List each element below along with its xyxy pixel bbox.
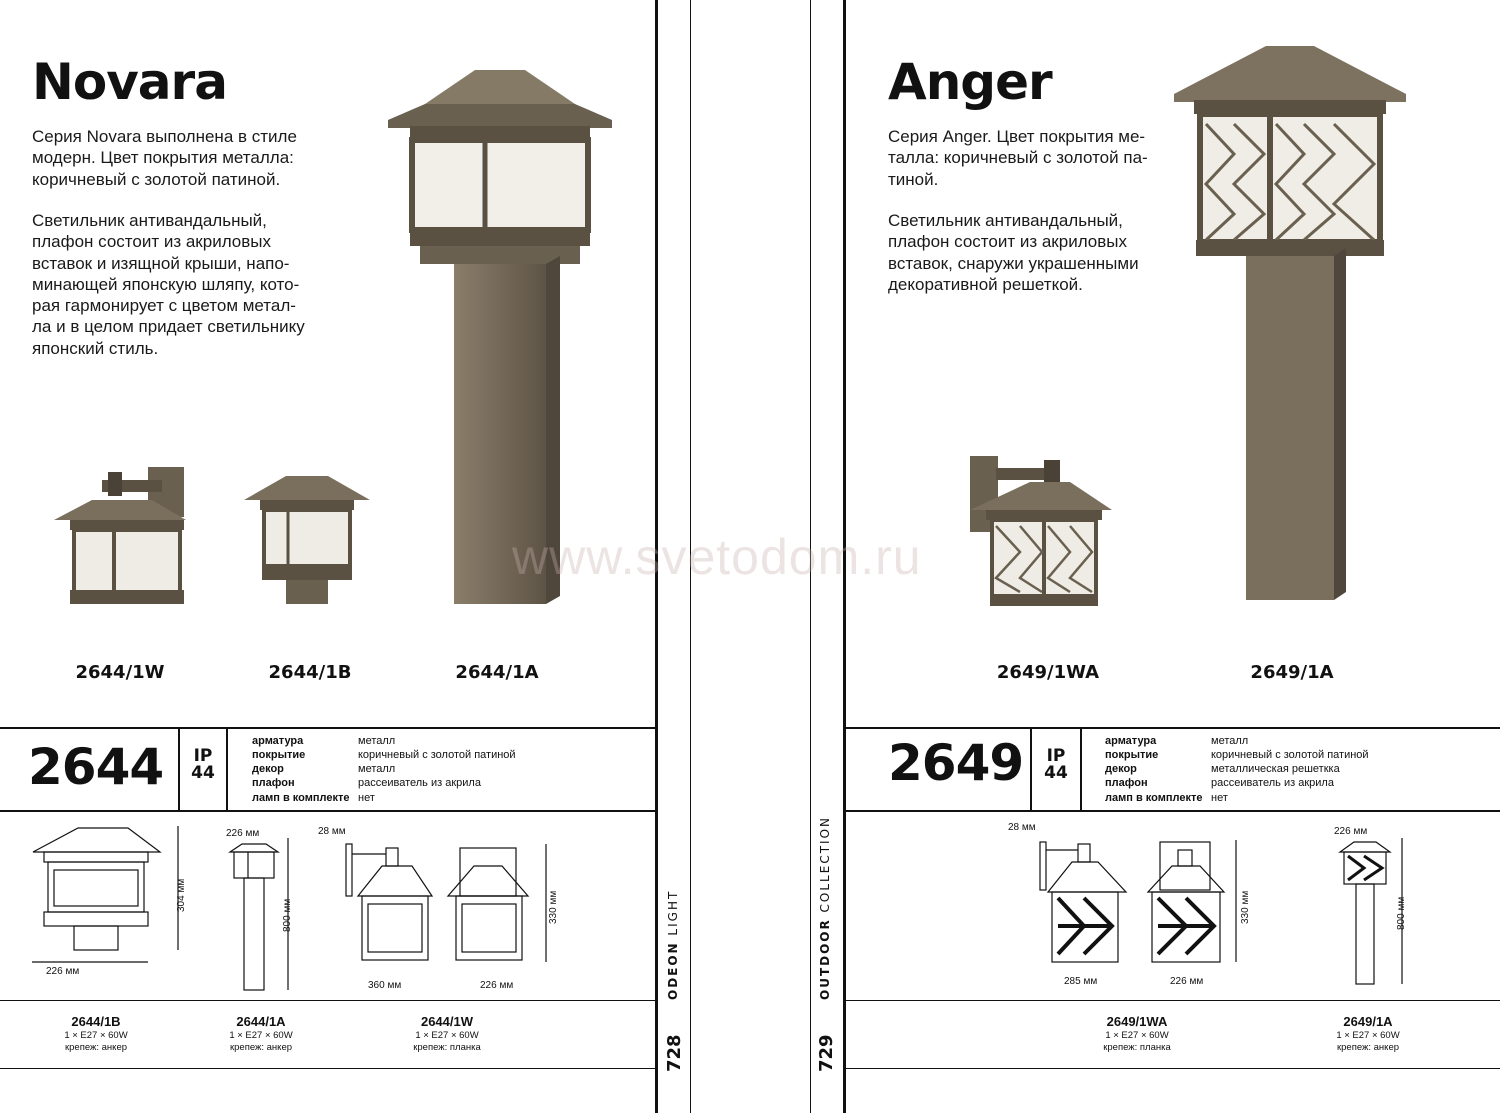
ip-rating <box>1041 748 1071 782</box>
dimension-label: 304 мм <box>176 878 187 912</box>
divider <box>846 1000 1500 1001</box>
series-title: Novara <box>32 53 227 111</box>
dimension-label: 285 мм <box>1064 976 1098 987</box>
spec-key: покрытие <box>1105 749 1159 761</box>
caption-lamp: 1 × E27 × 60W <box>64 1030 128 1041</box>
dimension-label: 360 мм <box>368 980 402 991</box>
brand-name: ODEON <box>666 941 680 1000</box>
spec-caption-2644-1w <box>367 1014 527 1054</box>
divider <box>846 810 1500 812</box>
series-description: Серия Anger. Цвет покрытия ме- талла: коричневый с золотой па- тиной. <box>888 127 1148 189</box>
dimension-label: 226 мм <box>1170 976 1204 987</box>
brand-suffix: COLLECTION <box>818 816 832 919</box>
divider <box>0 810 655 812</box>
caption-model: 2649/1WA <box>1106 1014 1168 1029</box>
ip-label: IP <box>1046 746 1066 766</box>
spec-key: ламп в комплекте <box>252 792 350 804</box>
spec-value: рассеиватель из акрила <box>358 777 481 789</box>
drawing-2649-1wa <box>1036 836 1266 976</box>
ip-rating <box>188 748 218 782</box>
spec-table <box>252 734 642 806</box>
spec-key: ламп в комплекте <box>1105 792 1203 804</box>
spec-key: плафон <box>1105 777 1148 789</box>
spec-value: металл <box>1211 735 1249 747</box>
caption-model: 2644/1W <box>420 1014 474 1029</box>
series-description-details: Светильник антивандальный, плафон состоит из акриловых вставок, снаружи украшенными декоративной решеткой. <box>888 211 1139 294</box>
divider <box>0 727 655 729</box>
caption-mount: крепеж: планка <box>413 1042 481 1053</box>
dimension-label: 28 мм <box>1008 822 1036 833</box>
caption-mount: крепеж: планка <box>1103 1042 1171 1053</box>
spec-value: нет <box>358 792 375 804</box>
divider <box>846 1068 1500 1069</box>
page-number: 729 <box>816 1034 837 1072</box>
dimension-label: 226 мм <box>46 966 80 977</box>
caption-lamp: 1 × E27 × 60W <box>1336 1030 1400 1041</box>
caption-model: 2644/1A <box>236 1014 286 1029</box>
spec-key: арматура <box>252 735 304 747</box>
drawing-2644-1b <box>28 822 198 972</box>
spec-table <box>1105 734 1495 806</box>
dimension-label: 330 мм <box>1240 890 1251 924</box>
ip-value: 44 <box>191 763 215 783</box>
spec-value: коричневый с золотой патиной <box>1211 749 1369 761</box>
spec-key: декор <box>1105 763 1137 775</box>
caption-mount: крепеж: анкер <box>229 1042 293 1053</box>
dimension-label: 28 мм <box>318 826 346 837</box>
divider <box>226 729 228 810</box>
spec-value: металл <box>358 735 396 747</box>
series-number: 2644 <box>28 738 164 796</box>
caption-lamp: 1 × E27 × 60W <box>415 1030 479 1041</box>
caption-lamp: 1 × E27 × 60W <box>229 1030 293 1041</box>
model-label-2649-1a: 2649/1A <box>1250 662 1334 683</box>
dimension-label: 226 мм <box>1334 826 1368 837</box>
dimension-label: 226 мм <box>480 980 514 991</box>
dimension-label: 800 мм <box>282 898 293 932</box>
divider <box>1030 729 1032 810</box>
spec-key: плафон <box>252 777 295 789</box>
spec-caption-2649-1wa <box>1057 1014 1217 1054</box>
brand-suffix: LIGHT <box>666 889 680 942</box>
spec-value: металл <box>358 763 396 775</box>
ip-value: 44 <box>1044 763 1068 783</box>
product-photo-2644-1b <box>242 470 372 610</box>
watermark: www.svetodom.ru <box>512 529 922 585</box>
spec-caption-2649-1a <box>1288 1014 1448 1054</box>
model-label-2644-1w: 2644/1W <box>75 662 165 683</box>
divider <box>178 729 180 810</box>
caption-mount: крепеж: анкер <box>1336 1042 1400 1053</box>
spec-value: коричневый с золотой патиной <box>358 749 516 761</box>
dimension-label: 226 мм <box>226 828 260 839</box>
dimension-label: 330 мм <box>548 890 559 924</box>
spec-value: рассеиватель из акрила <box>1211 777 1334 789</box>
caption-model: 2644/1B <box>71 1014 121 1029</box>
spec-value: нет <box>1211 792 1228 804</box>
series-description: Серия Novara выполнена в стиле модерн. Цвет покрытия металла: коричневый с золотой патиной. <box>32 127 297 189</box>
spine-brand <box>818 816 832 1000</box>
spec-value: металлическая решеткка <box>1211 763 1340 775</box>
product-photo-2649-1wa <box>966 452 1116 610</box>
model-label-2644-1b: 2644/1B <box>268 662 352 683</box>
spec-caption-2644-1a <box>181 1014 341 1054</box>
spec-caption-2644-1b <box>16 1014 176 1054</box>
drawing-2644-1a <box>226 838 306 996</box>
drawing-2644-1w <box>338 840 568 974</box>
series-number: 2649 <box>888 734 1024 792</box>
product-photo-2644-1w <box>52 462 192 612</box>
divider <box>1080 729 1082 810</box>
brand-name: OUTDOOR <box>818 918 832 1000</box>
product-photo-2649-1a <box>1170 44 1410 610</box>
spec-key: арматура <box>1105 735 1157 747</box>
spec-key: декор <box>252 763 284 775</box>
spine-brand <box>666 890 680 1000</box>
model-label-2644-1a: 2644/1A <box>455 662 539 683</box>
page-number: 728 <box>664 1034 685 1072</box>
divider <box>0 1068 655 1069</box>
divider <box>846 727 1500 729</box>
divider <box>0 1000 655 1001</box>
series-description-details: Светильник антивандальный, плафон состоит из акриловых вставок и изящной крыши, напо- минающей японскую шляпу, кото- рая гармонирует с цветом метал- ла и в целом придает светильнику японский стиль. <box>32 211 305 358</box>
spec-key: покрытие <box>252 749 306 761</box>
ip-label: IP <box>193 746 213 766</box>
model-label-2649-1wa: 2649/1WA <box>996 662 1100 683</box>
caption-lamp: 1 × E27 × 60W <box>1105 1030 1169 1041</box>
series-title: Anger <box>888 53 1052 111</box>
dimension-label: 800 мм <box>1396 896 1407 930</box>
caption-model: 2649/1A <box>1343 1014 1393 1029</box>
caption-mount: крепеж: анкер <box>64 1042 128 1053</box>
